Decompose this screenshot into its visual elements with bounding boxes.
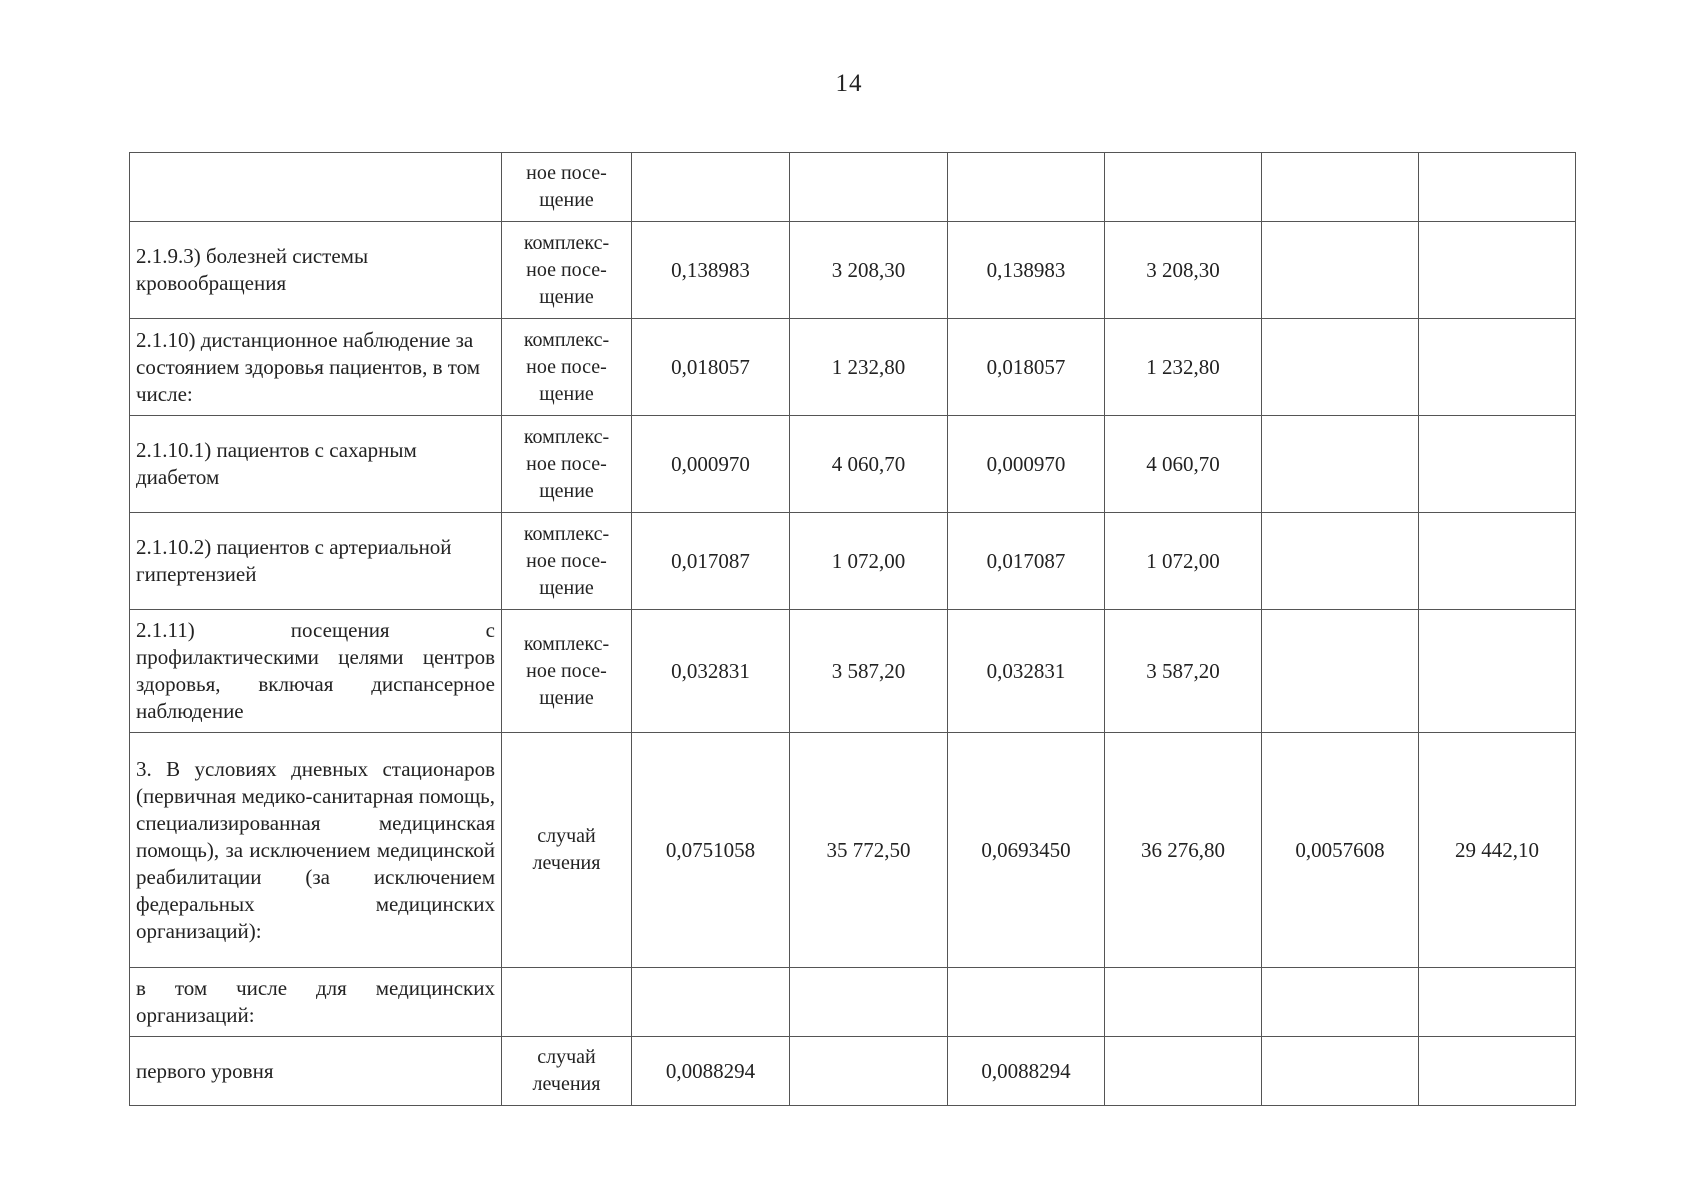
value-cell — [1419, 513, 1576, 610]
value-cell: 0,0751058 — [632, 733, 790, 968]
value-cell: 0,0693450 — [948, 733, 1105, 968]
row-name-cell: в том числе для медицинских организаций: — [130, 968, 502, 1037]
row-name-cell: 2.1.9.3) болезней системы кровообращения — [130, 222, 502, 319]
value-cell — [948, 968, 1105, 1037]
value-cell — [1262, 416, 1419, 513]
value-cell: 4 060,70 — [1105, 416, 1262, 513]
value-cell — [790, 968, 948, 1037]
value-cell: 0,032831 — [948, 610, 1105, 733]
value-cell — [948, 153, 1105, 222]
value-cell: 1 072,00 — [790, 513, 948, 610]
table-row — [130, 319, 1576, 416]
value-cell — [1419, 416, 1576, 513]
value-cell: 35 772,50 — [790, 733, 948, 968]
value-cell: 0,017087 — [632, 513, 790, 610]
row-name-cell: 2.1.10.2) пациентов с артериальной гипертензией — [130, 513, 502, 610]
value-cell: 1 072,00 — [1105, 513, 1262, 610]
value-cell — [1105, 968, 1262, 1037]
unit-cell: комплекс- ное посе- щение — [502, 222, 632, 319]
value-cell — [1105, 153, 1262, 222]
value-cell — [1105, 1037, 1262, 1106]
value-cell: 0,000970 — [632, 416, 790, 513]
data-table — [129, 152, 1576, 1106]
value-cell: 0,032831 — [632, 610, 790, 733]
value-cell: 0,018057 — [632, 319, 790, 416]
value-cell: 0,0057608 — [1262, 733, 1419, 968]
value-cell — [1262, 968, 1419, 1037]
value-cell: 0,138983 — [948, 222, 1105, 319]
row-name-cell — [130, 153, 502, 222]
table-row — [130, 733, 1576, 968]
value-cell — [790, 153, 948, 222]
value-cell — [790, 1037, 948, 1106]
table-body — [130, 153, 1576, 1106]
table-row — [130, 968, 1576, 1037]
table-row — [130, 513, 1576, 610]
value-cell — [1262, 222, 1419, 319]
value-cell — [1419, 610, 1576, 733]
unit-cell: случай лечения — [502, 1037, 632, 1106]
value-cell: 3 208,30 — [790, 222, 948, 319]
row-name-cell: 2.1.10.1) пациентов с сахарным диабетом — [130, 416, 502, 513]
row-name-cell: первого уровня — [130, 1037, 502, 1106]
table-row — [130, 1037, 1576, 1106]
value-cell: 0,000970 — [948, 416, 1105, 513]
table-row — [130, 416, 1576, 513]
unit-cell: комплекс- ное посе- щение — [502, 319, 632, 416]
value-cell: 4 060,70 — [790, 416, 948, 513]
unit-cell: комплекс- ное посе- щение — [502, 416, 632, 513]
value-cell — [1262, 153, 1419, 222]
page-number: 14 — [835, 70, 863, 97]
value-cell — [1419, 1037, 1576, 1106]
value-cell — [632, 153, 790, 222]
value-cell — [1419, 319, 1576, 416]
value-cell — [1262, 319, 1419, 416]
table-row — [130, 153, 1576, 222]
value-cell: 0,017087 — [948, 513, 1105, 610]
unit-cell: случай лечения — [502, 733, 632, 968]
unit-cell: комплекс- ное посе- щение — [502, 513, 632, 610]
row-name-cell: 2.1.11) посещения с профилактическими целями центров здоровья, включая диспансерное наблюдение — [130, 610, 502, 733]
value-cell: 36 276,80 — [1105, 733, 1262, 968]
value-cell — [1419, 968, 1576, 1037]
table-row — [130, 222, 1576, 319]
value-cell — [1262, 513, 1419, 610]
unit-cell: ное посе- щение — [502, 153, 632, 222]
value-cell — [1262, 610, 1419, 733]
row-name-cell: 2.1.10) дистанционное наблюдение за состоянием здоровья пациентов, в том числе: — [130, 319, 502, 416]
value-cell — [632, 968, 790, 1037]
value-cell: 0,138983 — [632, 222, 790, 319]
value-cell: 29 442,10 — [1419, 733, 1576, 968]
value-cell: 0,0088294 — [948, 1037, 1105, 1106]
unit-cell — [502, 968, 632, 1037]
value-cell: 1 232,80 — [1105, 319, 1262, 416]
value-cell — [1419, 153, 1576, 222]
row-name-cell: 3. В условиях дневных стационаров (первичная медико-санитарная помощь, специализированная медицинская помощь), за исключением медицинской реабилитации (за исключением федеральных медицинских организаций): — [130, 733, 502, 968]
unit-cell: комплекс- ное посе- щение — [502, 610, 632, 733]
value-cell: 1 232,80 — [790, 319, 948, 416]
value-cell: 3 587,20 — [1105, 610, 1262, 733]
value-cell: 0,018057 — [948, 319, 1105, 416]
value-cell: 3 208,30 — [1105, 222, 1262, 319]
value-cell: 0,0088294 — [632, 1037, 790, 1106]
table-row — [130, 610, 1576, 733]
value-cell — [1419, 222, 1576, 319]
value-cell — [1262, 1037, 1419, 1106]
value-cell: 3 587,20 — [790, 610, 948, 733]
